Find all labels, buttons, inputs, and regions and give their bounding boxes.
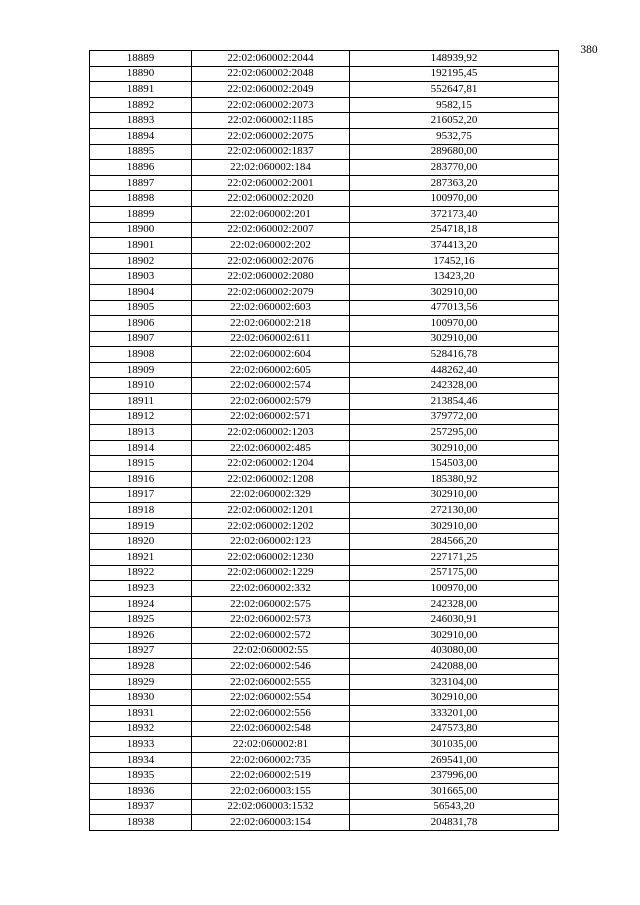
value-cell: 257295,00 [350, 425, 559, 441]
cadastral-number-cell: 22:02:060002:1185 [192, 113, 350, 129]
cadastral-number-cell: 22:02:060002:573 [192, 612, 350, 628]
cadastral-number-cell: 22:02:060002:2044 [192, 51, 350, 67]
row-number-cell: 18891 [90, 82, 192, 98]
cadastral-number-cell: 22:02:060002:1837 [192, 144, 350, 160]
cadastral-number-cell: 22:02:060002:485 [192, 440, 350, 456]
cadastral-number-cell: 22:02:060002:575 [192, 596, 350, 612]
value-cell: 448262,40 [350, 362, 559, 378]
cadastral-number-cell: 22:02:060003:1532 [192, 799, 350, 815]
row-number-cell: 18896 [90, 160, 192, 176]
table-body [90, 51, 559, 831]
table-row [90, 815, 559, 831]
value-cell: 289680,00 [350, 144, 559, 160]
cadastral-number-cell: 22:02:060002:519 [192, 768, 350, 784]
cadastral-number-cell: 22:02:060002:332 [192, 581, 350, 597]
value-cell: 247573,80 [350, 721, 559, 737]
row-number-cell: 18921 [90, 550, 192, 566]
row-number-cell: 18898 [90, 191, 192, 207]
table-row [90, 581, 559, 597]
row-number-cell: 18927 [90, 643, 192, 659]
row-number-cell: 18924 [90, 596, 192, 612]
value-cell: 17452,16 [350, 253, 559, 269]
cadastral-number-cell: 22:02:060002:202 [192, 238, 350, 254]
row-number-cell: 18903 [90, 269, 192, 285]
value-cell: 372173,40 [350, 206, 559, 222]
value-cell: 302910,00 [350, 331, 559, 347]
cadastral-number-cell: 22:02:060002:1230 [192, 550, 350, 566]
row-number-cell: 18935 [90, 768, 192, 784]
row-number-cell: 18910 [90, 378, 192, 394]
cadastral-number-cell: 22:02:060002:2075 [192, 128, 350, 144]
row-number-cell: 18922 [90, 565, 192, 581]
value-cell: 148939,92 [350, 51, 559, 67]
row-number-cell: 18894 [90, 128, 192, 144]
cadastral-number-cell: 22:02:060002:554 [192, 690, 350, 706]
cadastral-number-cell: 22:02:060002:604 [192, 347, 350, 363]
row-number-cell: 18917 [90, 487, 192, 503]
value-cell: 100970,00 [350, 581, 559, 597]
table-row [90, 752, 559, 768]
row-number-cell: 18938 [90, 815, 192, 831]
value-cell: 192195,45 [350, 66, 559, 82]
cadastral-number-cell: 22:02:060002:55 [192, 643, 350, 659]
row-number-cell: 18904 [90, 284, 192, 300]
value-cell: 301665,00 [350, 783, 559, 799]
table-row [90, 440, 559, 456]
row-number-cell: 18916 [90, 472, 192, 488]
table-row [90, 768, 559, 784]
table-row [90, 175, 559, 191]
table-row [90, 331, 559, 347]
value-cell: 302910,00 [350, 440, 559, 456]
value-cell: 216052,20 [350, 113, 559, 129]
value-cell: 185380,92 [350, 472, 559, 488]
row-number-cell: 18889 [90, 51, 192, 67]
table-row [90, 128, 559, 144]
table-row [90, 705, 559, 721]
table-row [90, 425, 559, 441]
table-row [90, 300, 559, 316]
table-row [90, 253, 559, 269]
table-row [90, 737, 559, 753]
table-row [90, 643, 559, 659]
row-number-cell: 18919 [90, 518, 192, 534]
value-cell: 246030,91 [350, 612, 559, 628]
cadastral-number-cell: 22:02:060002:1229 [192, 565, 350, 581]
row-number-cell: 18911 [90, 394, 192, 410]
value-cell: 302910,00 [350, 284, 559, 300]
table-row [90, 144, 559, 160]
value-cell: 302910,00 [350, 487, 559, 503]
row-number-cell: 18913 [90, 425, 192, 441]
value-cell: 374413,20 [350, 238, 559, 254]
cadastral-number-cell: 22:02:060002:1203 [192, 425, 350, 441]
row-number-cell: 18897 [90, 175, 192, 191]
value-cell: 227171,25 [350, 550, 559, 566]
value-cell: 528416,78 [350, 347, 559, 363]
row-number-cell: 18890 [90, 66, 192, 82]
table-row [90, 518, 559, 534]
table-row [90, 82, 559, 98]
row-number-cell: 18912 [90, 409, 192, 425]
value-cell: 301035,00 [350, 737, 559, 753]
table-row [90, 284, 559, 300]
row-number-cell: 18905 [90, 300, 192, 316]
cadastral-number-cell: 22:02:060002:556 [192, 705, 350, 721]
row-number-cell: 18925 [90, 612, 192, 628]
cadastral-number-cell: 22:02:060002:2007 [192, 222, 350, 238]
table-row [90, 612, 559, 628]
row-number-cell: 18914 [90, 440, 192, 456]
cadastral-number-cell: 22:02:060002:184 [192, 160, 350, 176]
cadastral-number-cell: 22:02:060002:1204 [192, 456, 350, 472]
table-row [90, 97, 559, 113]
row-number-cell: 18930 [90, 690, 192, 706]
value-cell: 552647,81 [350, 82, 559, 98]
table-row [90, 206, 559, 222]
table-row [90, 456, 559, 472]
table-row [90, 534, 559, 550]
table-row [90, 113, 559, 129]
value-cell: 154503,00 [350, 456, 559, 472]
table-row [90, 66, 559, 82]
cadastral-number-cell: 22:02:060002:2073 [192, 97, 350, 113]
cadastral-number-cell: 22:02:060002:329 [192, 487, 350, 503]
cadastral-number-cell: 22:02:060002:2020 [192, 191, 350, 207]
table-row [90, 362, 559, 378]
row-number-cell: 18908 [90, 347, 192, 363]
row-number-cell: 18934 [90, 752, 192, 768]
table-row [90, 550, 559, 566]
cadastral-number-cell: 22:02:060002:201 [192, 206, 350, 222]
cadastral-number-cell: 22:02:060002:1202 [192, 518, 350, 534]
value-cell: 323104,00 [350, 674, 559, 690]
table-row [90, 269, 559, 285]
value-cell: 333201,00 [350, 705, 559, 721]
table-row [90, 799, 559, 815]
value-cell: 237996,00 [350, 768, 559, 784]
value-cell: 403080,00 [350, 643, 559, 659]
cadastral-number-cell: 22:02:060002:603 [192, 300, 350, 316]
cadastral-number-cell: 22:02:060002:2049 [192, 82, 350, 98]
value-cell: 204831,78 [350, 815, 559, 831]
table-row [90, 160, 559, 176]
row-number-cell: 18915 [90, 456, 192, 472]
cadastral-number-cell: 22:02:060002:2076 [192, 253, 350, 269]
value-cell: 269541,00 [350, 752, 559, 768]
table-row [90, 596, 559, 612]
value-cell: 283770,00 [350, 160, 559, 176]
cadastral-number-cell: 22:02:060003:154 [192, 815, 350, 831]
table-row [90, 721, 559, 737]
value-cell: 100970,00 [350, 316, 559, 332]
value-cell: 242328,00 [350, 596, 559, 612]
value-cell: 213854,46 [350, 394, 559, 410]
value-cell: 302910,00 [350, 518, 559, 534]
value-cell: 287363,20 [350, 175, 559, 191]
value-cell: 242088,00 [350, 659, 559, 675]
table-row [90, 51, 559, 67]
row-number-cell: 18893 [90, 113, 192, 129]
cadastral-number-cell: 22:02:060002:548 [192, 721, 350, 737]
cadastral-number-cell: 22:02:060002:2048 [192, 66, 350, 82]
table-row [90, 472, 559, 488]
row-number-cell: 18933 [90, 737, 192, 753]
cadastral-number-cell: 22:02:060002:611 [192, 331, 350, 347]
cadastral-number-cell: 22:02:060002:572 [192, 627, 350, 643]
row-number-cell: 18895 [90, 144, 192, 160]
row-number-cell: 18899 [90, 206, 192, 222]
row-number-cell: 18902 [90, 253, 192, 269]
cadastral-number-cell: 22:02:060002:1201 [192, 503, 350, 519]
row-number-cell: 18928 [90, 659, 192, 675]
cadastral-number-cell: 22:02:060002:605 [192, 362, 350, 378]
cadastral-number-cell: 22:02:060002:2079 [192, 284, 350, 300]
table-row [90, 565, 559, 581]
row-number-cell: 18901 [90, 238, 192, 254]
cadastral-number-cell: 22:02:060002:574 [192, 378, 350, 394]
row-number-cell: 18936 [90, 783, 192, 799]
cadastral-number-cell: 22:02:060002:579 [192, 394, 350, 410]
value-cell: 272130,00 [350, 503, 559, 519]
cadastral-number-cell: 22:02:060002:735 [192, 752, 350, 768]
row-number-cell: 18909 [90, 362, 192, 378]
row-number-cell: 18929 [90, 674, 192, 690]
cadastral-number-cell: 22:02:060002:218 [192, 316, 350, 332]
table-row [90, 627, 559, 643]
cadastral-number-cell: 22:02:060002:123 [192, 534, 350, 550]
row-number-cell: 18926 [90, 627, 192, 643]
row-number-cell: 18932 [90, 721, 192, 737]
table-row [90, 503, 559, 519]
table-row [90, 674, 559, 690]
value-cell: 100970,00 [350, 191, 559, 207]
row-number-cell: 18918 [90, 503, 192, 519]
value-cell: 302910,00 [350, 627, 559, 643]
row-number-cell: 18906 [90, 316, 192, 332]
row-number-cell: 18892 [90, 97, 192, 113]
cadastral-number-cell: 22:02:060002:1208 [192, 472, 350, 488]
value-cell: 379772,00 [350, 409, 559, 425]
row-number-cell: 18920 [90, 534, 192, 550]
table-row [90, 409, 559, 425]
row-number-cell: 18923 [90, 581, 192, 597]
cadastral-number-cell: 22:02:060002:571 [192, 409, 350, 425]
cadastral-number-cell: 22:02:060002:555 [192, 674, 350, 690]
cadastral-number-cell: 22:02:060002:2080 [192, 269, 350, 285]
value-cell: 9582,15 [350, 97, 559, 113]
value-cell: 9532,75 [350, 128, 559, 144]
table-row [90, 378, 559, 394]
cadastral-number-cell: 22:02:060002:2001 [192, 175, 350, 191]
cadastral-number-cell: 22:02:060002:546 [192, 659, 350, 675]
table-row [90, 690, 559, 706]
row-number-cell: 18937 [90, 799, 192, 815]
value-cell: 242328,00 [350, 378, 559, 394]
page-number: 380 [580, 44, 598, 56]
value-cell: 477013,56 [350, 300, 559, 316]
value-cell: 56543,20 [350, 799, 559, 815]
table-row [90, 487, 559, 503]
row-number-cell: 18900 [90, 222, 192, 238]
cadastral-number-cell: 22:02:060003:155 [192, 783, 350, 799]
table-row [90, 222, 559, 238]
cadastral-number-cell: 22:02:060002:81 [192, 737, 350, 753]
table-row [90, 191, 559, 207]
value-cell: 302910,00 [350, 690, 559, 706]
cadastral-value-table [89, 50, 559, 831]
value-cell: 257175,00 [350, 565, 559, 581]
table-row [90, 316, 559, 332]
row-number-cell: 18931 [90, 705, 192, 721]
table-row [90, 783, 559, 799]
table-row [90, 238, 559, 254]
table-row [90, 394, 559, 410]
table-row [90, 659, 559, 675]
value-cell: 254718,18 [350, 222, 559, 238]
table-row [90, 347, 559, 363]
row-number-cell: 18907 [90, 331, 192, 347]
value-cell: 284566,20 [350, 534, 559, 550]
value-cell: 13423,20 [350, 269, 559, 285]
